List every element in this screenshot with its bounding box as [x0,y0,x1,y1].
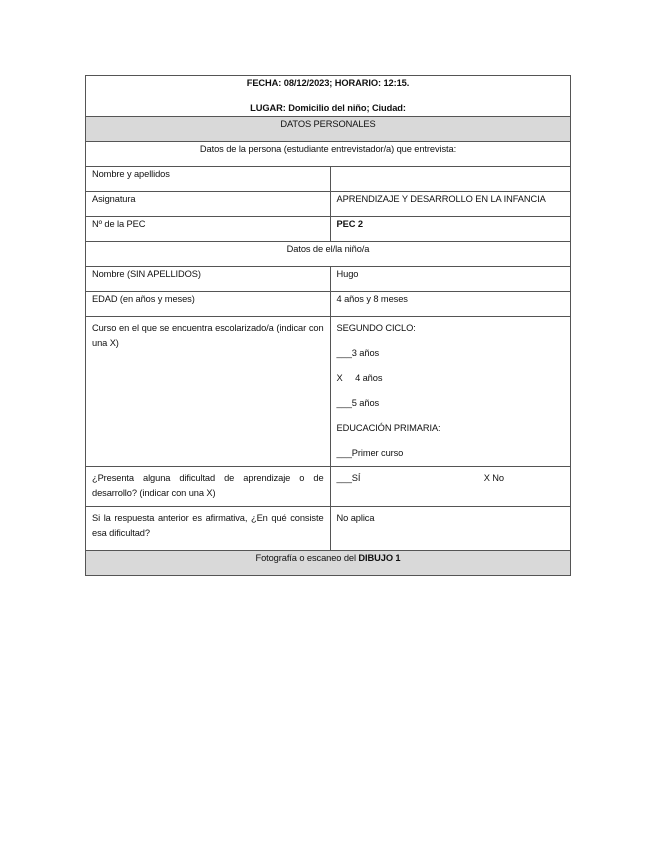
difficulty-detail-label: Si la respuesta anterior es afirmativa, ¿En qué consiste esa dificultad? [86,507,331,551]
pec-label: Nº de la PEC [86,217,331,242]
photo-heading [86,551,571,576]
place-line [92,101,564,116]
child-age-value: 4 años y 8 meses [330,292,570,317]
difficulty-no: X No [483,473,504,483]
interviewer-name-row [86,167,571,192]
difficulty-label: ¿Presenta alguna dificultad de aprendizaje o de desarrollo? (indicar con una X) [86,467,331,507]
date-time-line [92,76,564,91]
course-option-primer-curso: ___Primer curso [336,448,404,458]
difficulty-answer [330,467,570,507]
course-row [86,317,571,467]
child-name-row [86,267,571,292]
lugar-label: LUGAR: [250,103,286,113]
pec-row [86,217,571,242]
horario-value: 12:15. [383,78,410,88]
photo-prefix: Fotografía o escaneo del [255,553,356,563]
fecha-label: FECHA: [246,78,282,88]
photo-drawing-label: DIBUJO 1 [358,553,401,563]
course-label: Curso en el que se encuentra escolarizado/a (indicar con una X) [86,317,331,467]
difficulty-yes: ___SÍ [336,473,361,483]
personal-data-row [86,117,571,142]
interview-form-table [85,75,571,576]
course-options [330,317,570,467]
lugar-value: Domicilio del niño; Ciudad: [288,103,406,113]
interviewer-name-value [330,167,570,192]
header-cell [86,76,571,117]
course-option-5-anos: ___5 años [336,398,380,408]
interviewer-name-label: Nombre y apellidos [86,167,331,192]
child-title-row [86,242,571,267]
course-option-4-anos: X 4 años [336,373,383,383]
subject-value: APRENDIZAJE Y DESARROLLO EN LA INFANCIA [330,192,570,217]
pec-value: PEC 2 [330,217,570,242]
child-section-title: Datos de el/la niño/a [86,242,571,267]
interviewer-section-title: Datos de la persona (estudiante entrevistador/a) que entrevista: [86,142,571,167]
fecha-value: 08/12/2023; [283,78,333,88]
child-name-label: Nombre (SIN APELLIDOS) [86,267,331,292]
interviewer-title-row [86,142,571,167]
course-option-3-anos: ___3 años [336,348,380,358]
course-option-primaria: EDUCACIÓN PRIMARIA: [336,423,441,433]
difficulty-detail-value: No aplica [330,507,570,551]
child-age-label: EDAD (en años y meses) [86,292,331,317]
difficulty-detail-row [86,507,571,551]
subject-row [86,192,571,217]
horario-label: HORARIO: [334,78,381,88]
child-name-value: Hugo [330,267,570,292]
difficulty-row [86,467,571,507]
photo-row [86,551,571,576]
child-age-row [86,292,571,317]
personal-data-heading: DATOS PERSONALES [86,117,571,142]
subject-label: Asignatura [86,192,331,217]
course-option-segundo-ciclo: SEGUNDO CICLO: [336,323,416,333]
header-row [86,76,571,117]
